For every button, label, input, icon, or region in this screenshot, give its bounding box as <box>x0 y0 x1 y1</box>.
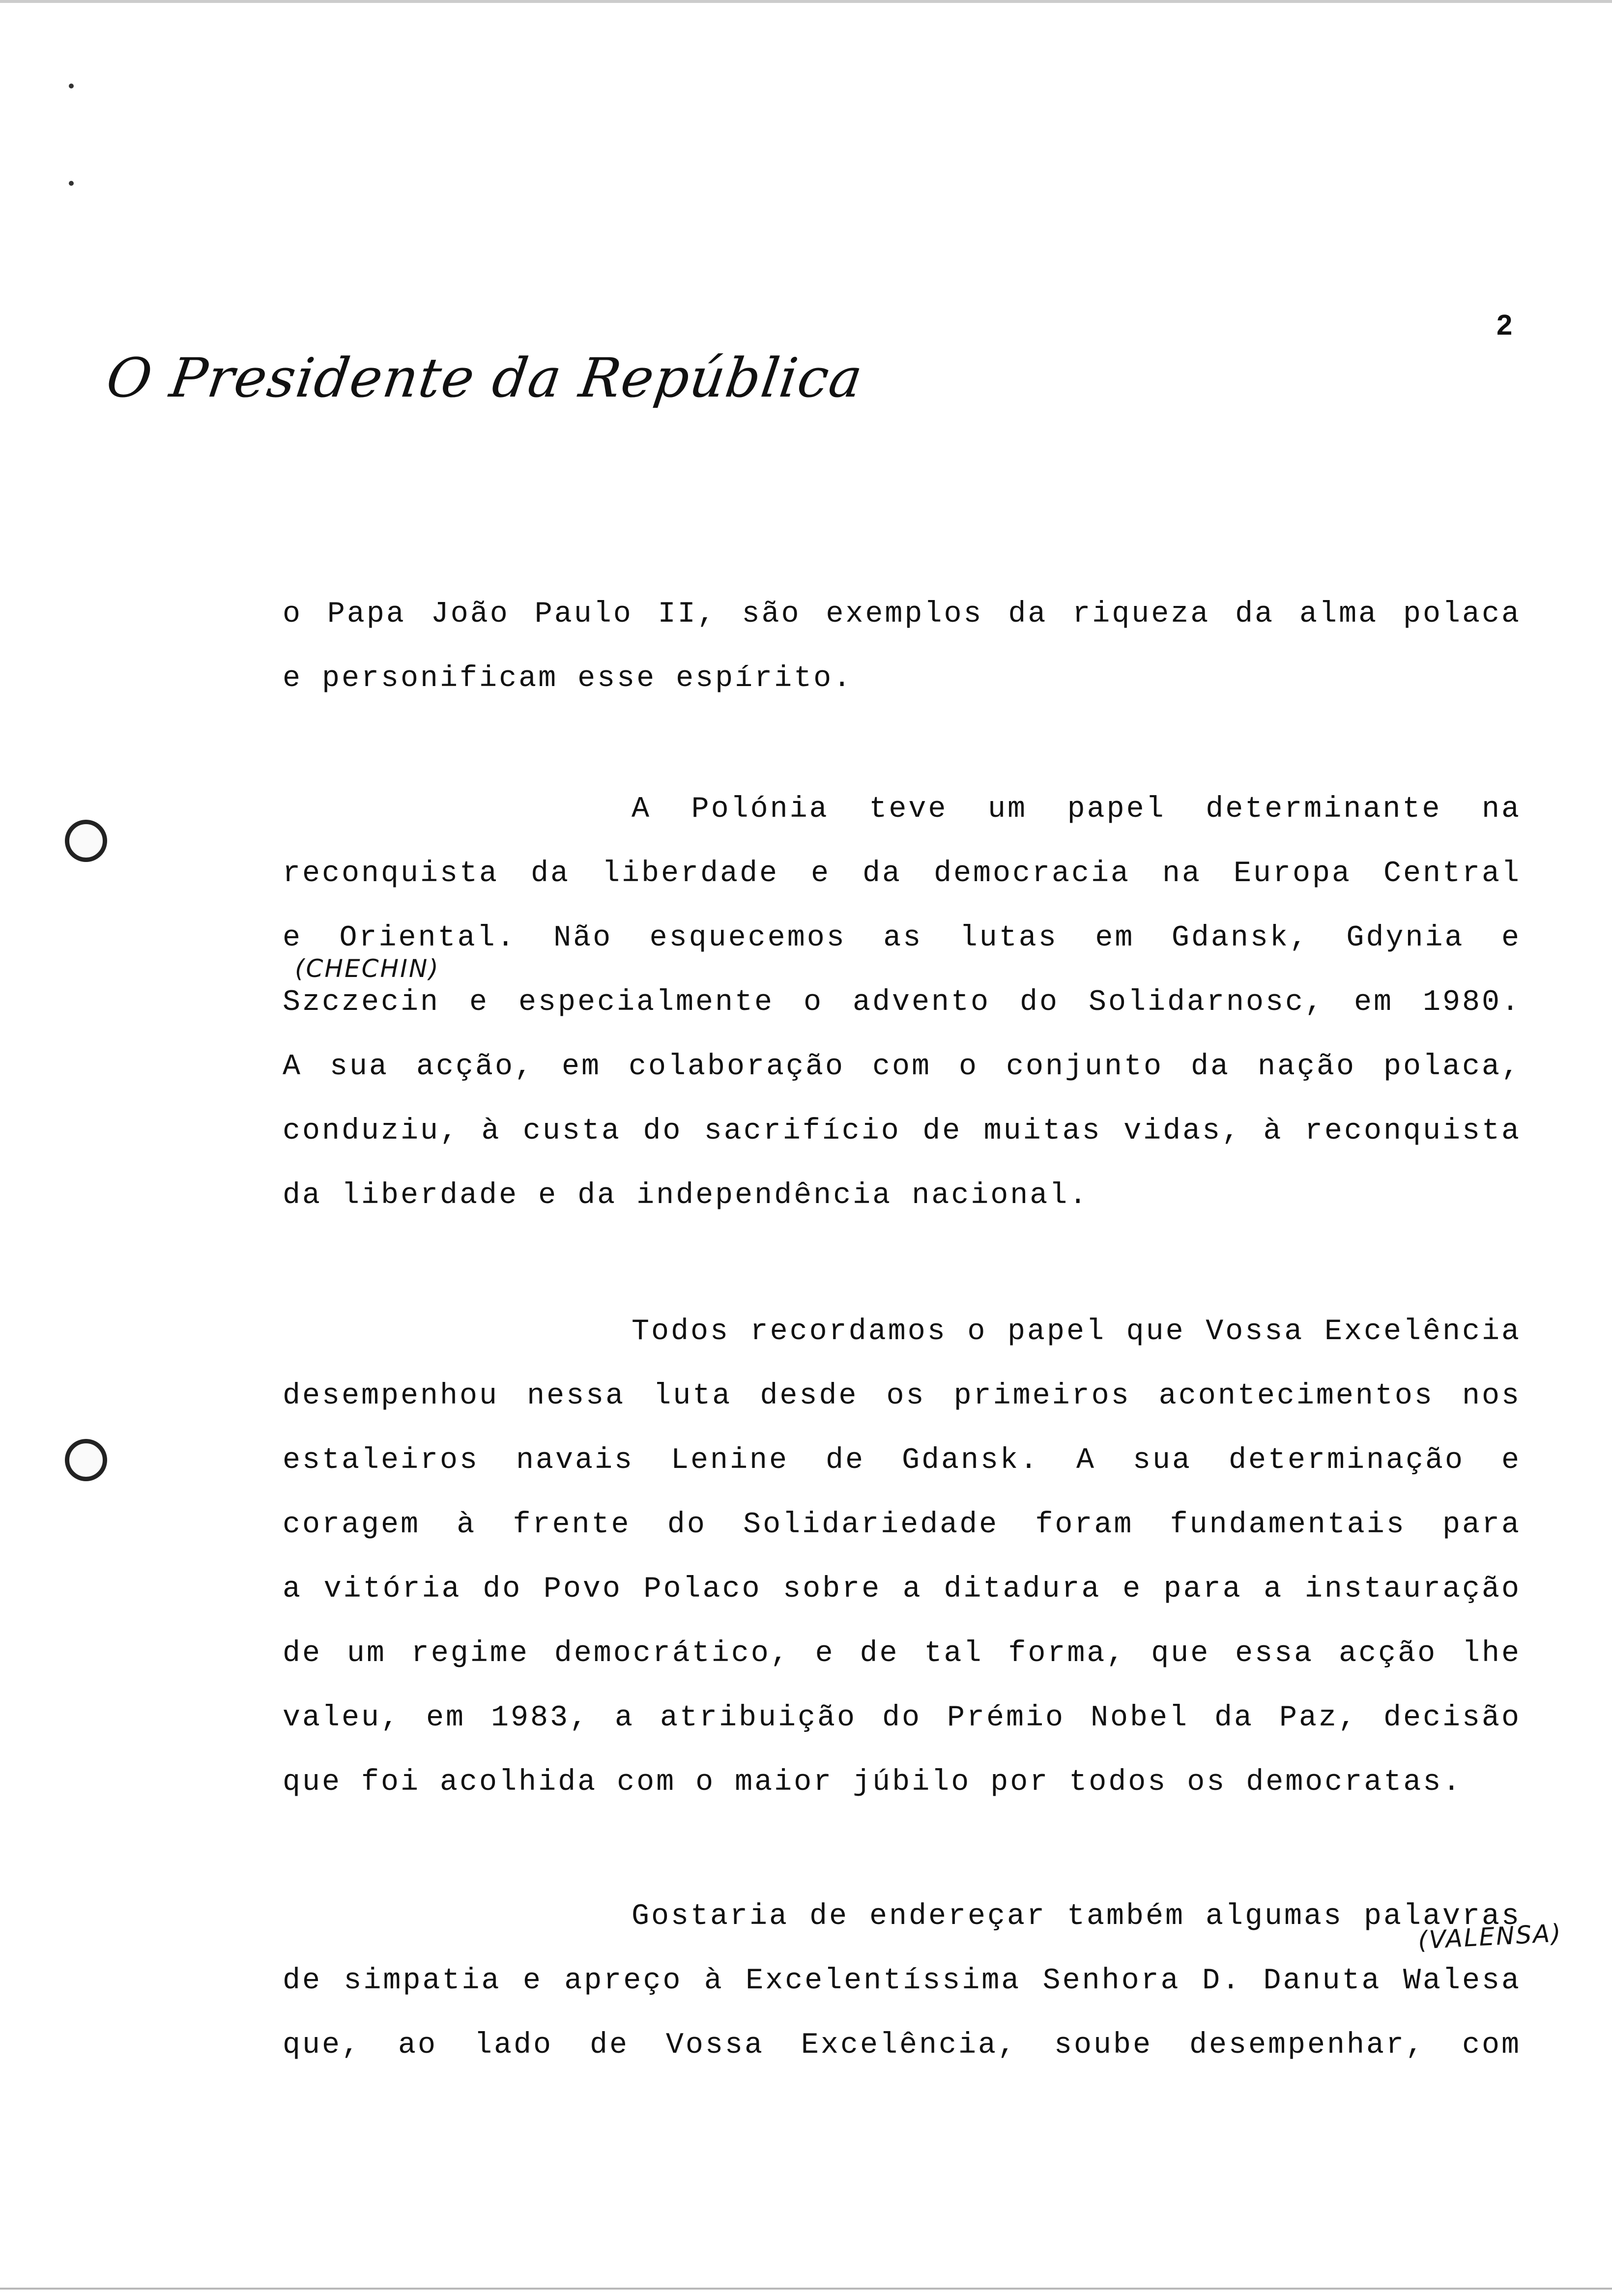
handwritten-annotation: (VALENSA) <box>1417 1919 1563 1955</box>
paragraph <box>283 1300 1521 1815</box>
text-line: coragem à frente do Solidariedade foram fundamentais para <box>283 1508 1521 1542</box>
text-line: e Oriental. Não esquecemos as lutas em Gdansk, Gdynia e <box>283 921 1521 955</box>
text-line: Gostaria de endereçar também algumas palavras <box>632 1900 1521 1933</box>
text-line: de simpatia e apreço à Excelentíssima Senhora D. Danuta Walesa <box>283 1964 1521 1998</box>
punch-hole <box>65 1439 107 1481</box>
paragraph <box>283 777 1521 1228</box>
bottom-edge-rule <box>0 2288 1612 2290</box>
margin-mark <box>69 84 74 88</box>
page-number: 2 <box>1497 309 1513 341</box>
text-line: reconquista da liberdade e da democracia na Europa Central <box>283 857 1521 890</box>
text-line: que foi acolhida com o maior júbilo por todos os democratas. <box>283 1766 1463 1799</box>
paragraph <box>283 1885 1521 2078</box>
text-line: Todos recordamos o papel que Vossa Excelência <box>632 1315 1521 1349</box>
text-line: a vitória do Povo Polaco sobre a ditadura e para a instauração <box>283 1573 1521 1606</box>
letterhead: O Presidente da República <box>103 346 867 409</box>
text-line: A sua acção, em colaboração com o conjunto da nação polaca, <box>283 1050 1521 1084</box>
text-line: o Papa João Paulo II, são exemplos da riqueza da alma polaca <box>283 598 1521 631</box>
handwritten-annotation: (CHECHIN) <box>295 954 440 983</box>
text-line: conduziu, à custa do sacrifício de muitas vidas, à reconquista <box>283 1115 1521 1148</box>
paragraph <box>283 582 1521 711</box>
text-line: valeu, em 1983, a atribuição do Prémio Nobel da Paz, decisão <box>283 1701 1521 1735</box>
text-line: e personificam esse espírito. <box>283 662 853 695</box>
top-edge-rule <box>0 0 1612 3</box>
text-line: que, ao lado de Vossa Excelência, soube desempenhar, com <box>283 2029 1521 2062</box>
text-line: de um regime democrático, e de tal forma, que essa acção lhe <box>283 1637 1521 1670</box>
punch-hole <box>65 820 107 862</box>
margin-mark <box>69 181 74 186</box>
text-line: Szczecin e especialmente o advento do Solidarnosc, em 1980. <box>283 986 1521 1019</box>
text-line: estaleiros navais Lenine de Gdansk. A sua determinação e <box>283 1444 1521 1477</box>
text-line: A Polónia teve um papel determinante na <box>632 793 1521 826</box>
text-line: desempenhou nessa luta desde os primeiros acontecimentos nos <box>283 1379 1521 1413</box>
text-line: da liberdade e da independência nacional. <box>283 1179 1089 1212</box>
